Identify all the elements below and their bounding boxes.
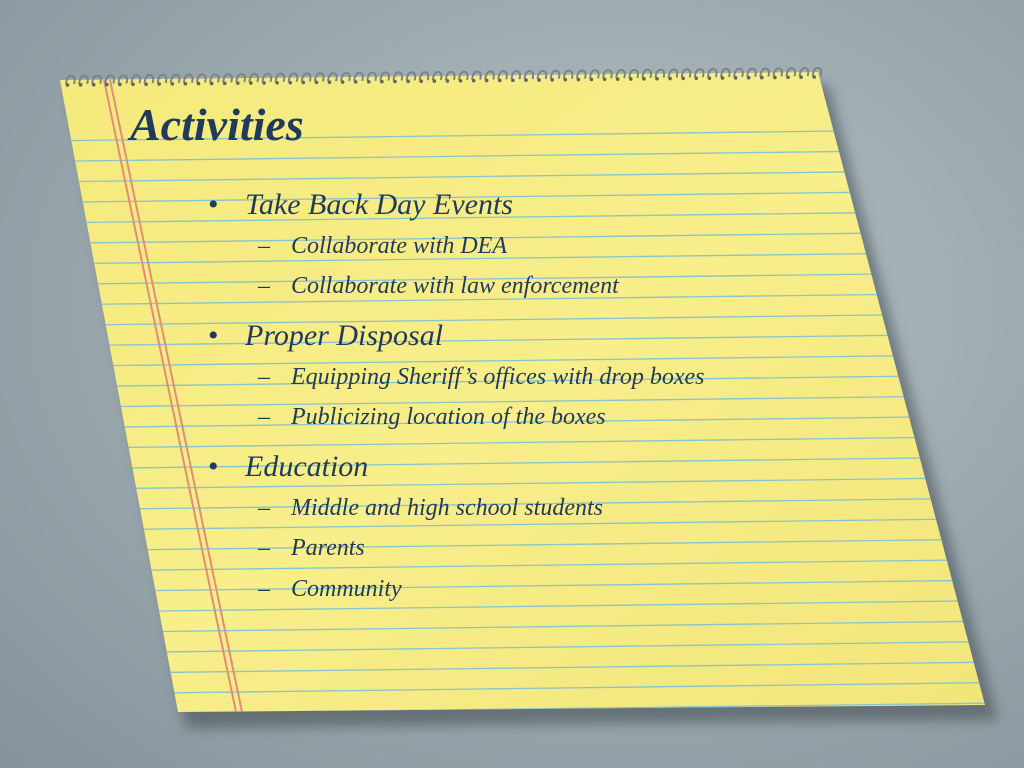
- spiral-hole: [92, 83, 96, 87]
- spiral-hole: [223, 82, 227, 86]
- bullet-item: [208, 450, 368, 484]
- bullet-marker: •: [208, 450, 219, 483]
- spiral-hole: [118, 83, 122, 87]
- spiral-hole: [105, 83, 109, 87]
- spiral-hole: [144, 82, 148, 86]
- bullet-text: Equipping Sheriff’s offices with drop boxes: [291, 364, 705, 390]
- spiral-hole: [629, 77, 633, 81]
- spiral-hole: [393, 80, 397, 84]
- sub-bullet-item: [258, 233, 507, 260]
- spiral-hole: [695, 76, 699, 80]
- spiral-hole: [734, 76, 738, 80]
- bullet-text: Parents: [291, 535, 365, 561]
- spiral-hole: [537, 78, 541, 82]
- spiral-hole: [812, 75, 816, 79]
- bullet-text: Proper Disposal: [245, 319, 444, 352]
- dash-marker: –: [258, 273, 270, 299]
- spiral-hole: [511, 78, 515, 82]
- spiral-hole: [236, 81, 240, 85]
- spiral-hole: [603, 77, 607, 81]
- spiral-hole: [380, 80, 384, 84]
- spiral-hole: [472, 79, 476, 83]
- bullet-text: Collaborate with law enforcement: [291, 273, 619, 299]
- spiral-hole: [66, 83, 70, 87]
- bullet-text: Collaborate with DEA: [291, 233, 507, 259]
- spiral-hole: [590, 78, 594, 82]
- bullet-item: [208, 188, 513, 222]
- spiral-hole: [799, 75, 803, 79]
- spiral-hole: [315, 81, 319, 85]
- dash-marker: –: [258, 233, 270, 259]
- spiral-hole: [721, 76, 725, 80]
- spiral-hole: [564, 78, 568, 82]
- bullet-text: Community: [291, 576, 402, 602]
- spiral-hole: [786, 76, 790, 80]
- dash-marker: –: [258, 364, 270, 390]
- spiral-hole: [747, 76, 751, 80]
- spiral-hole: [210, 82, 214, 86]
- spiral-hole: [184, 82, 188, 86]
- spiral-hole: [485, 79, 489, 83]
- spiral-hole: [328, 80, 332, 84]
- spiral-hole: [498, 79, 502, 83]
- spiral-hole: [341, 80, 345, 84]
- sub-bullet-item: [258, 404, 606, 431]
- spiral-hole: [524, 78, 528, 82]
- spiral-hole: [655, 77, 659, 81]
- dash-marker: –: [258, 576, 270, 602]
- spiral-hole: [577, 78, 581, 82]
- spiral-hole: [171, 82, 175, 86]
- sub-bullet-item: [258, 495, 603, 522]
- bullet-text: Take Back Day Events: [245, 188, 513, 221]
- slide-title: Activities: [130, 99, 304, 150]
- spiral-hole: [446, 79, 450, 83]
- spiral-hole: [708, 76, 712, 80]
- spiral-hole: [354, 80, 358, 84]
- bullet-marker: •: [208, 319, 219, 352]
- bullet-text: Education: [245, 450, 369, 483]
- sub-bullet-item: [258, 535, 365, 562]
- spiral-hole: [642, 77, 646, 81]
- sub-bullet-item: [258, 273, 619, 300]
- spiral-hole: [288, 81, 292, 85]
- spiral-hole: [131, 83, 135, 87]
- spiral-hole: [681, 77, 685, 81]
- spiral-hole: [262, 81, 266, 85]
- spiral-hole: [275, 81, 279, 85]
- spiral-hole: [197, 82, 201, 86]
- spiral-hole: [433, 79, 437, 83]
- bullet-text: Middle and high school students: [291, 495, 603, 521]
- spiral-hole: [459, 79, 463, 83]
- sub-bullet-item: [258, 576, 402, 603]
- dash-marker: –: [258, 535, 270, 561]
- spiral-hole: [550, 78, 554, 82]
- spiral-hole: [616, 77, 620, 81]
- spiral-hole: [760, 76, 764, 80]
- sub-bullet-item: [258, 364, 705, 391]
- dash-marker: –: [258, 495, 270, 521]
- spiral-hole: [157, 82, 161, 86]
- spiral-hole: [668, 77, 672, 81]
- bullet-item: [208, 319, 443, 353]
- spiral-hole: [249, 81, 253, 85]
- spiral-hole: [302, 81, 306, 85]
- spiral-hole: [367, 80, 371, 84]
- spiral-hole: [79, 83, 83, 87]
- spiral-hole: [406, 80, 410, 84]
- dash-marker: –: [258, 404, 270, 430]
- spiral-hole: [773, 76, 777, 80]
- bullet-text: Publicizing location of the boxes: [291, 404, 606, 430]
- spiral-hole: [419, 79, 423, 83]
- bullet-marker: •: [208, 188, 219, 221]
